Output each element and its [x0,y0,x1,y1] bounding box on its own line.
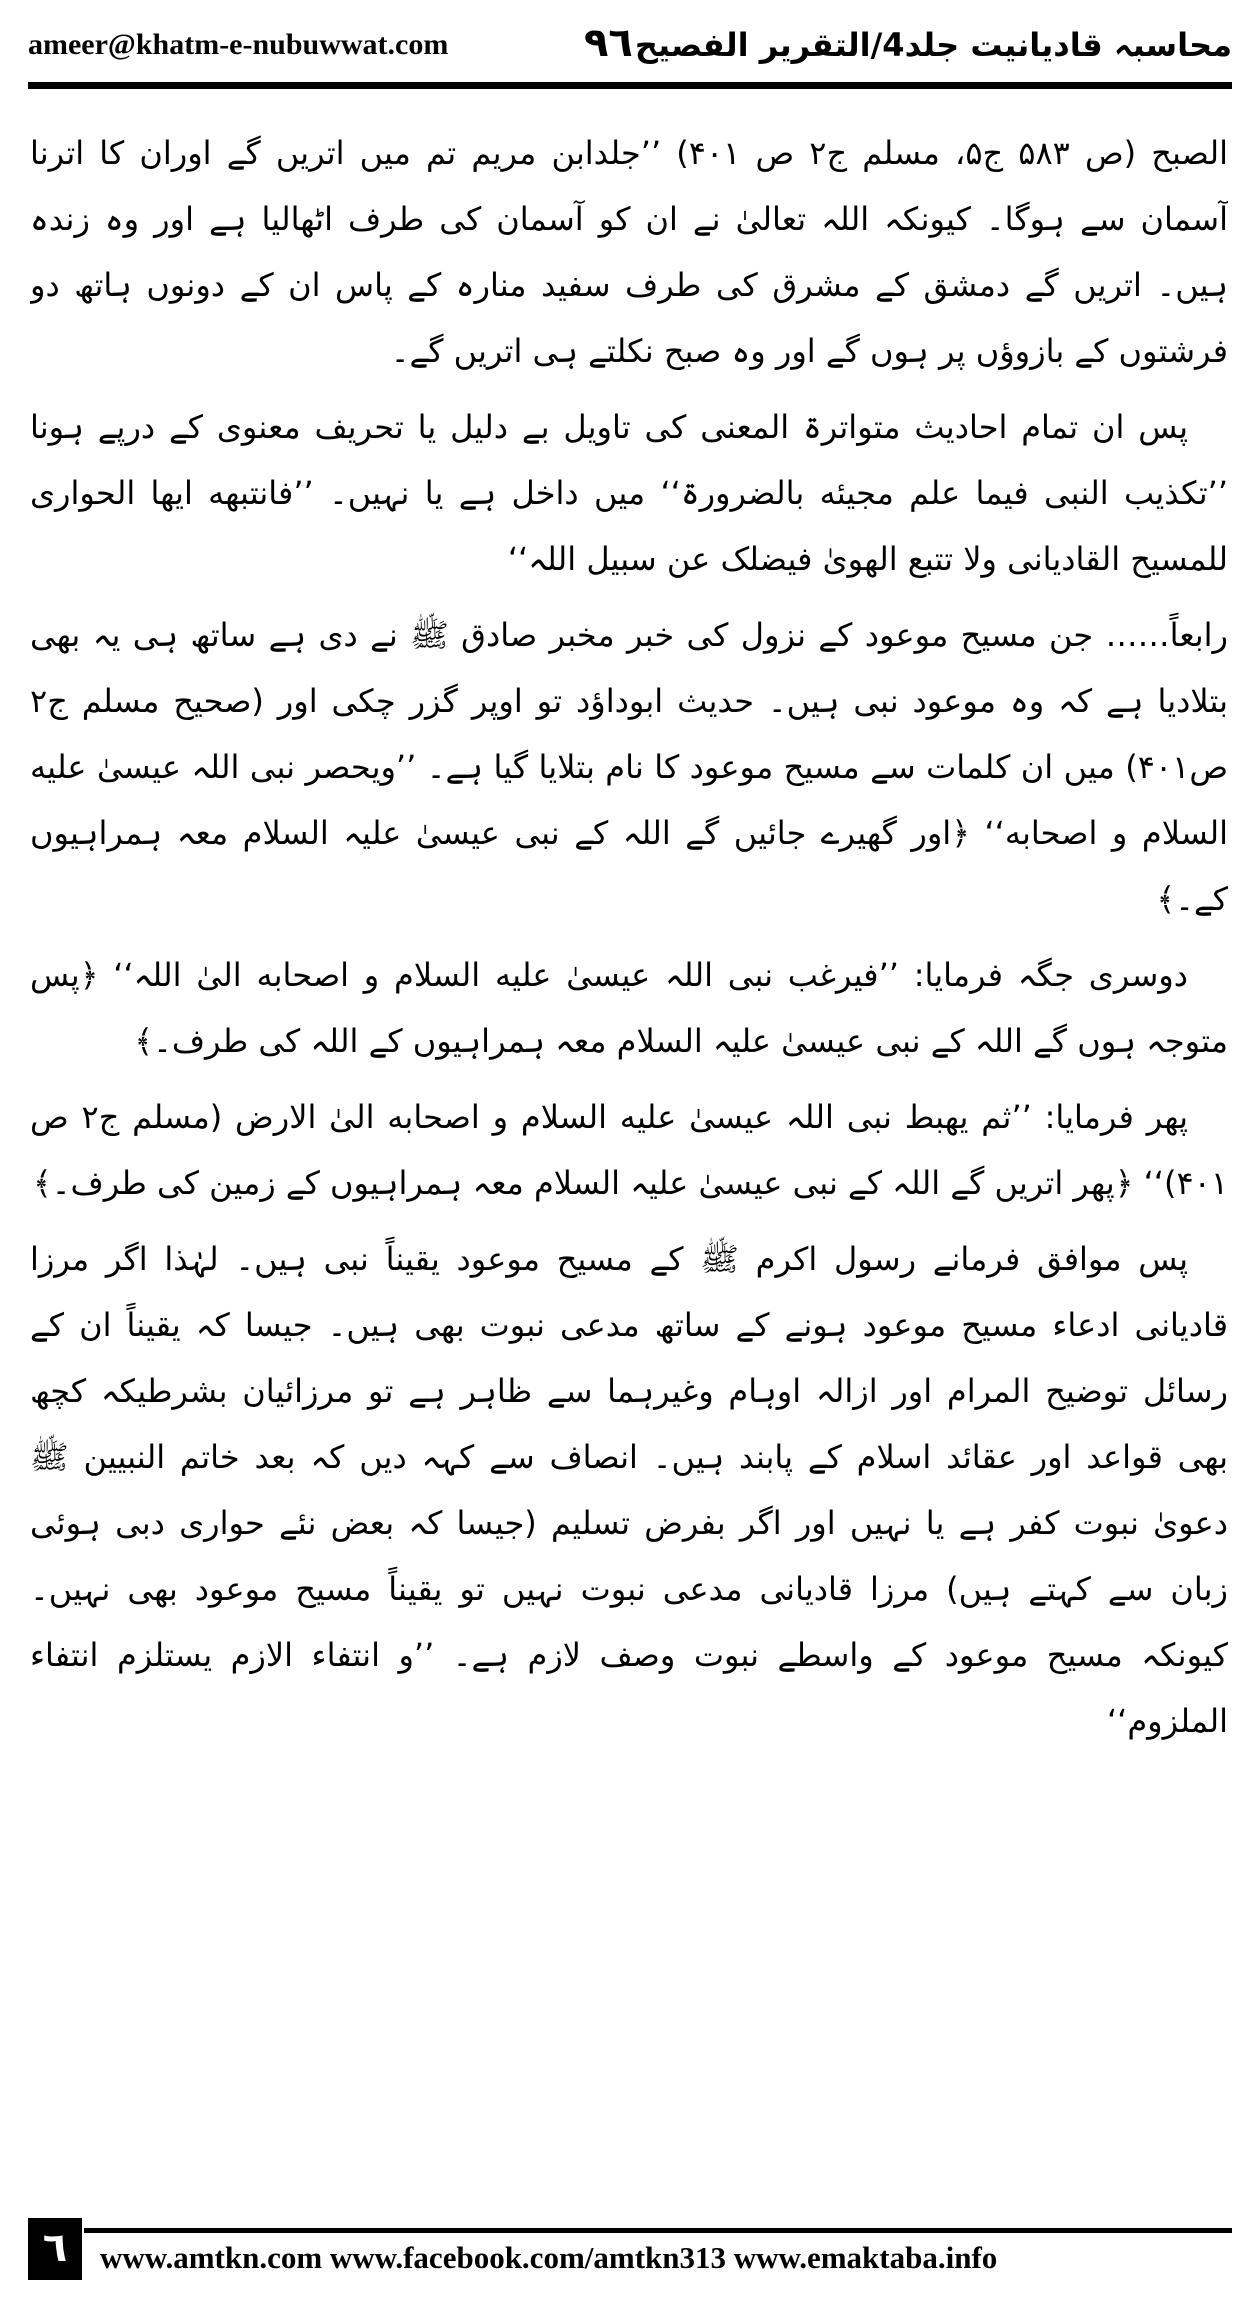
header-book-title: محاسبہ قادیانیت جلد4/التقریر الفصیح [634,26,1232,64]
paragraph-5: پھر فرمایا: ’’ثم یهبط نبی اللہ عیسیٰ علیه السلام و اصحابه الیٰ الارض (مسلم ج۲ ص ۴۰۱)‘‘ ﴿پھر اتریں گے اللہ کے نبی عیسیٰ علیہ السلام معہ ہمراہیوں کے زمین کی طرف۔﴾ [30,1098,1228,1202]
footer-rule [84,2228,1232,2233]
footer-links: www.amtkn.com www.facebook.com/amtkn313 www.emaktaba.info [100,2240,998,2275]
page-body [30,120,1228,2120]
paragraph-2: پس ان تمام احادیث متواترۃ المعنی کی تاویل بے دلیل یا تحریف معنوی کے درپے ہونا ’’تکذیب النبی فیما علم مجیئه بالضرورۃ‘‘ میں داخل ہے یا نہیں۔ ’’فانتبهه ایها الحواری للمسیح القادیانی ولا تتبع الهویٰ فیضلک عن سبیل اللہ‘‘ [30,408,1228,578]
page-footer [28,2218,1232,2288]
header-rule [28,82,1232,89]
header-email: ameer@khatm-e-nubuwwat.com [28,28,449,61]
paragraph-1: الصبح (ص ۵۸۳ ج۵، مسلم ج۲ ص ۴۰۱) ’’جلدابن مریم تم میں اتریں گے اوران کا اترنا آسمان سے ہوگا۔ کیونکہ اللہ تعالیٰ نے ان کو آسمان کی طرف اٹھالیا ہے اور وہ زندہ ہیں۔ اتریں گے دمشق کے مشرق کی طرف سفید منارہ کے پاس ان کے دونوں ہاتھ دو فرشتوں کے بازوؤں پر ہوں گے اور وہ صبح نکلتے ہی اتریں گے۔ [30,134,1228,370]
paragraph-6: پس موافق فرمانے رسول اکرم ﷺ کے مسیح موعود یقیناً نبی ہیں۔ لہٰذا اگر مرزا قادیانی ادعاء مسیح موعود ہونے کے ساتھ مدعی نبوت بھی ہیں۔ جیسا کہ یقیناً ان کے رسائل توضیح المرام اور ازالہ اوہام وغیرہما سے ظاہر ہے تو مرزائیان بشرطیکہ کچھ بھی قواعد اور عقائد اسلام کے پابند ہیں۔ انصاف سے کہہ دیں کہ بعد خاتم النبیین ﷺ دعویٰ نبوت کفر ہے یا نہیں اور اگر بفرض تسلیم (جیسا کہ بعض نئے حواری دبی ہوئی زبان سے کہتے ہیں) مرزا قادیانی مدعی نبوت نہیں تو یقیناً مسیح موعود بھی نہیں۔ کیونکہ مسیح موعود کے واسطے نبوت وصف لازم ہے۔ ’’و انتفاء الازم یستلزم انتفاء الملزوم‘‘ [30,1240,1228,1740]
paragraph-3: رابعاً…… جن مسیح موعود کے نزول کی خبر مخبر صادق ﷺ نے دی ہے ساتھ ہی یہ بھی بتلادیا ہے کہ وہ موعود نبی ہیں۔ حدیث ابوداؤد تو اوپر گزر چکی اور (صحیح مسلم ج۲ ص۴۰۱) میں ان کلمات سے مسیح موعود کا نام بتلایا گیا ہے۔ ’’ویحصر نبی اللہ عیسیٰ علیه السلام و اصحابه‘‘ ﴿اور گھیرے جائیں گے اللہ کے نبی عیسیٰ علیہ السلام معہ ہمراہیوں کے۔﴾ [30,616,1228,918]
header-page-number: ۹٦ [584,20,633,66]
footer-page-number: ٦ [28,2218,82,2280]
paragraph-4: دوسری جگہ فرمایا: ’’فیرغب نبی اللہ عیسیٰ علیه السلام و اصحابه الیٰ اللہ‘‘ ﴿پس متوجہ ہوں گے اللہ کے نبی عیسیٰ علیہ السلام معہ ہمراہیوں کے اللہ کی طرف۔﴾ [30,956,1228,1060]
page-header [28,22,1232,78]
